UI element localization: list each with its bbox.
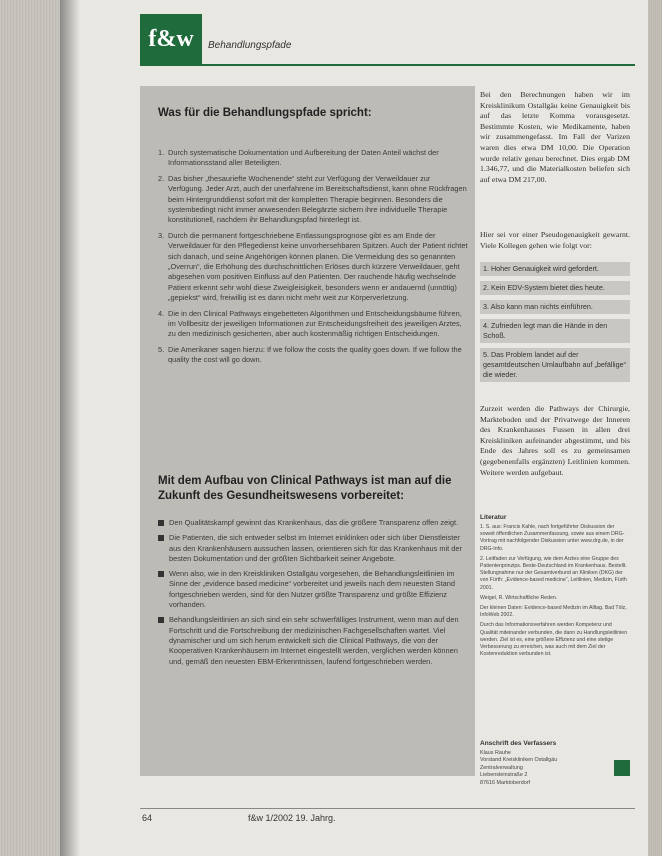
book-page-edge	[648, 0, 662, 856]
body-paragraph: Hier sei vor einer Pseudogenauigkeit gewarnt. Viele Kollegen gehen wie folgt vor:	[480, 230, 630, 250]
author-address: Klaus Rauhe Vorstand Kreiskliniken Ostallgäu Zentralverwaltung Liebensteinstraße 2 87616 Marktoberdorf	[480, 750, 558, 786]
page-number: 64	[142, 813, 153, 823]
footnotes	[480, 524, 630, 661]
page-gutter-shadow	[60, 0, 80, 856]
footnote: 2. Leitfaden zur Verfügung, wie dem Arztes eine Gruppe des Patientenprinzips. Beste-Deutschland im Krankenhaus. Bestellt. Stellungnahme nur der Gesamtverbund an Kliniken (DKG) der von Fürth: „Evidence-based medicine“, Leitlinien, Medizin, Fürth 2001.	[480, 555, 627, 591]
advantages-list	[158, 148, 468, 371]
steps-list	[480, 262, 630, 387]
list-item: 5. Die Amerikaner sagen hierzu: If we follow the costs the quality goes down. If we follow the quality the cost will go down.	[158, 345, 462, 365]
list-item: Den Qualitätskampf gewinnt das Krankenhaus, das die größere Transparenz offen zeigt.	[158, 518, 468, 528]
box-heading-future: Mit dem Aufbau von Clinical Pathways ist man auf die Zukunft des Gesundheitswesens vorbereitet:	[158, 475, 452, 502]
journal-citation: f&w 1/2002 19. Jahrg.	[248, 813, 336, 823]
list-item: Die Patienten, die sich entweder selbst im Internet einklinken oder sich über Dienstleister aus den Krankenhäusern aussuchen lassen, orientieren sich für das Krankenhaus mit der besten Dokumentation und der größten Sichtbarkeit seiner Angebote.	[158, 533, 468, 564]
list-item: 1. Durch systematische Dokumentation und Aufbereitung der Daten Anteil wächst der Informationsstand aller Beteiligten.	[158, 148, 439, 168]
address-heading: Anschrift des Verfassers	[480, 740, 557, 747]
list-item: 2. Kein EDV-System bietet dies heute.	[480, 281, 630, 295]
footer-rule	[140, 808, 635, 809]
bullet-square-icon	[158, 571, 164, 577]
bullet-square-icon	[158, 535, 164, 541]
journal-logo: f&w	[140, 14, 202, 64]
bullet-square-icon	[158, 617, 164, 623]
list-item: Wenn also, wie in den Kreiskliniken Ostallgäu vorgesehen, die Behandlungsleitlinien im Sinne der „evidence based medicine“ vorbereitet und jeweils nach dem neuesten Stand fortgeschrieben werden, sind für den Nutzer größte Transparenz und größte Effizienz vorhanden.	[158, 569, 468, 610]
end-mark-icon	[614, 760, 630, 776]
future-bullet-list	[158, 518, 468, 672]
list-item: 1. Hoher Genauigkeit wird gefordert.	[480, 262, 630, 276]
list-item: 3. Durch die permanent fortgeschriebene Entlassungsprognose gibt es am Ende der Verweildauer für den Pflegedienst keine unvorhersehbaren Spitzen. Auch der Patient richtet sich danach, und seine Angehörigen können planen. Die Vermeidung des so genannten „Overrun“, die Erhöhung des durchschnittlichen Erlöses durch kürzere Verweildauer, geht abgesehen vom positiven Einfluss auf den Patienten. Der rauchende häufig wechselnde Patient erkennt sehr wohl diese Zweigleisigkeit, besonders wenn er andauernd (unnötig) „gepiekst“ wird, freiwillig ist es dann nicht mehr weit zur Körperverletzung.	[158, 231, 468, 302]
footnote: 1. S. aus: Francis Kahle, nach fortgeführter Diskussion der soweit öffentlichen Zusammenfassung, sowie aus einem DRG-Vortrag mit nachfolgender Diskussion unter www.drg.de, in der DRG-Info.	[480, 524, 625, 552]
header-rule	[140, 64, 635, 66]
list-item: 2. Das bisher „thesauriefte Wochenende“ steht zur Verfügung der Verweildauer zur Verfügung. Jeder Arzt, auch der unerfahrene im Bereitschaftsdienst, kann ohne Rückfragen beim Hintergrunddienst sofort mit der kompletten Therapie beginnen. Besonders die systembedingt nicht immer anwesenden Belegärzte sichern ihre individuelle Therapie konstitutionell, nachdem ihr Behandlungspfad hinterlegt ist.	[158, 174, 467, 225]
footnote: Der kleinen Daten: Evidence-based Medizin im Alltag. Bad Tölz, InfoWeb 2002.	[480, 605, 627, 619]
literature-heading: Literatur	[480, 514, 507, 521]
list-item: Behandlungsleitlinien an sich sind ein sehr schwerfälliges Instrument, wenn man auf den Fortschritt und die Fortschreibung der medizinischen Fachgesellschaften wartet. Viel dynamischer und um sich herum entwickelt sich die Clinical Pathways, die von der Kooperativen Krankenhäusern im Internet eingestellt werden, verglichen werden können und, gemäß den neuesten EBM-Erkenntnissen, laufend fortgeschrieben werden.	[158, 615, 468, 666]
box-heading-advantages: Was für die Behandlungspfade spricht:	[158, 107, 372, 119]
list-item: 5. Das Problem landet auf der gesamtdeutschen Umlaufbahn auf „befällige“ die wieder.	[480, 348, 630, 382]
body-paragraph: Bei den Berechnungen haben wir im Kreisklinikum Ostallgäu keine Genauigkeit bis auf das letzte Komma vorausgesetzt. Bestimmte Kosten, wie Medikamente, haben wir zusammengefasst. Im Fall der Varizen waren dies etwa DM 10,00. Die Operation wurde relativ genau berechnet. Dies ergab DM 1.346,77, und die Materialkosten beliefen sich auf etwa DM 217,00.	[480, 90, 630, 184]
bullet-square-icon	[158, 520, 164, 526]
footnote: Weigel, R. Wirtschaftliche Reden.	[480, 594, 558, 601]
list-item: 4. Die in den Clinical Pathways eingebetteten Algorithmen und Entscheidungsbäume führen, im Vollbesitz der jeweiligen Informationen zur Entscheidungsfreiheit des jeweiligen Arztes, zu den medizinisch gesicherten, aber auch kostenmäßig richtigen Entscheidungen.	[158, 308, 462, 339]
book-spine-edge	[0, 0, 60, 856]
footnote: Durch das Informationsverfahren werden Kompetenz und Qualität miteinander verbunden, die dann zu Handlungsleitlinien werden. Ziel ist es, eine größere Effizienz und eine stetige Verbesserung zu erreichen, was auch mit dem Ziel der Kostenreduktion verbunden ist.	[480, 622, 628, 658]
list-item: 4. Zufrieden legt man die Hände in den Schoß.	[480, 319, 630, 343]
list-item: 3. Also kann man nichts einführen.	[480, 300, 630, 314]
body-paragraph: Zurzeit werden die Pathways der Chirurgie, Markteboden und der Privatwege der Inneren des Krankenhauses Fussen in allen drei Kreiskliniken aufeinander abgestimmt, und bis Ende des Jahres soll es zu gemeinsamen (gegebenenfalls ergänzten) Leitlinien kommen. Weitere werden aufgebaut.	[480, 404, 630, 477]
section-title: Behandlungspfade	[208, 40, 292, 51]
